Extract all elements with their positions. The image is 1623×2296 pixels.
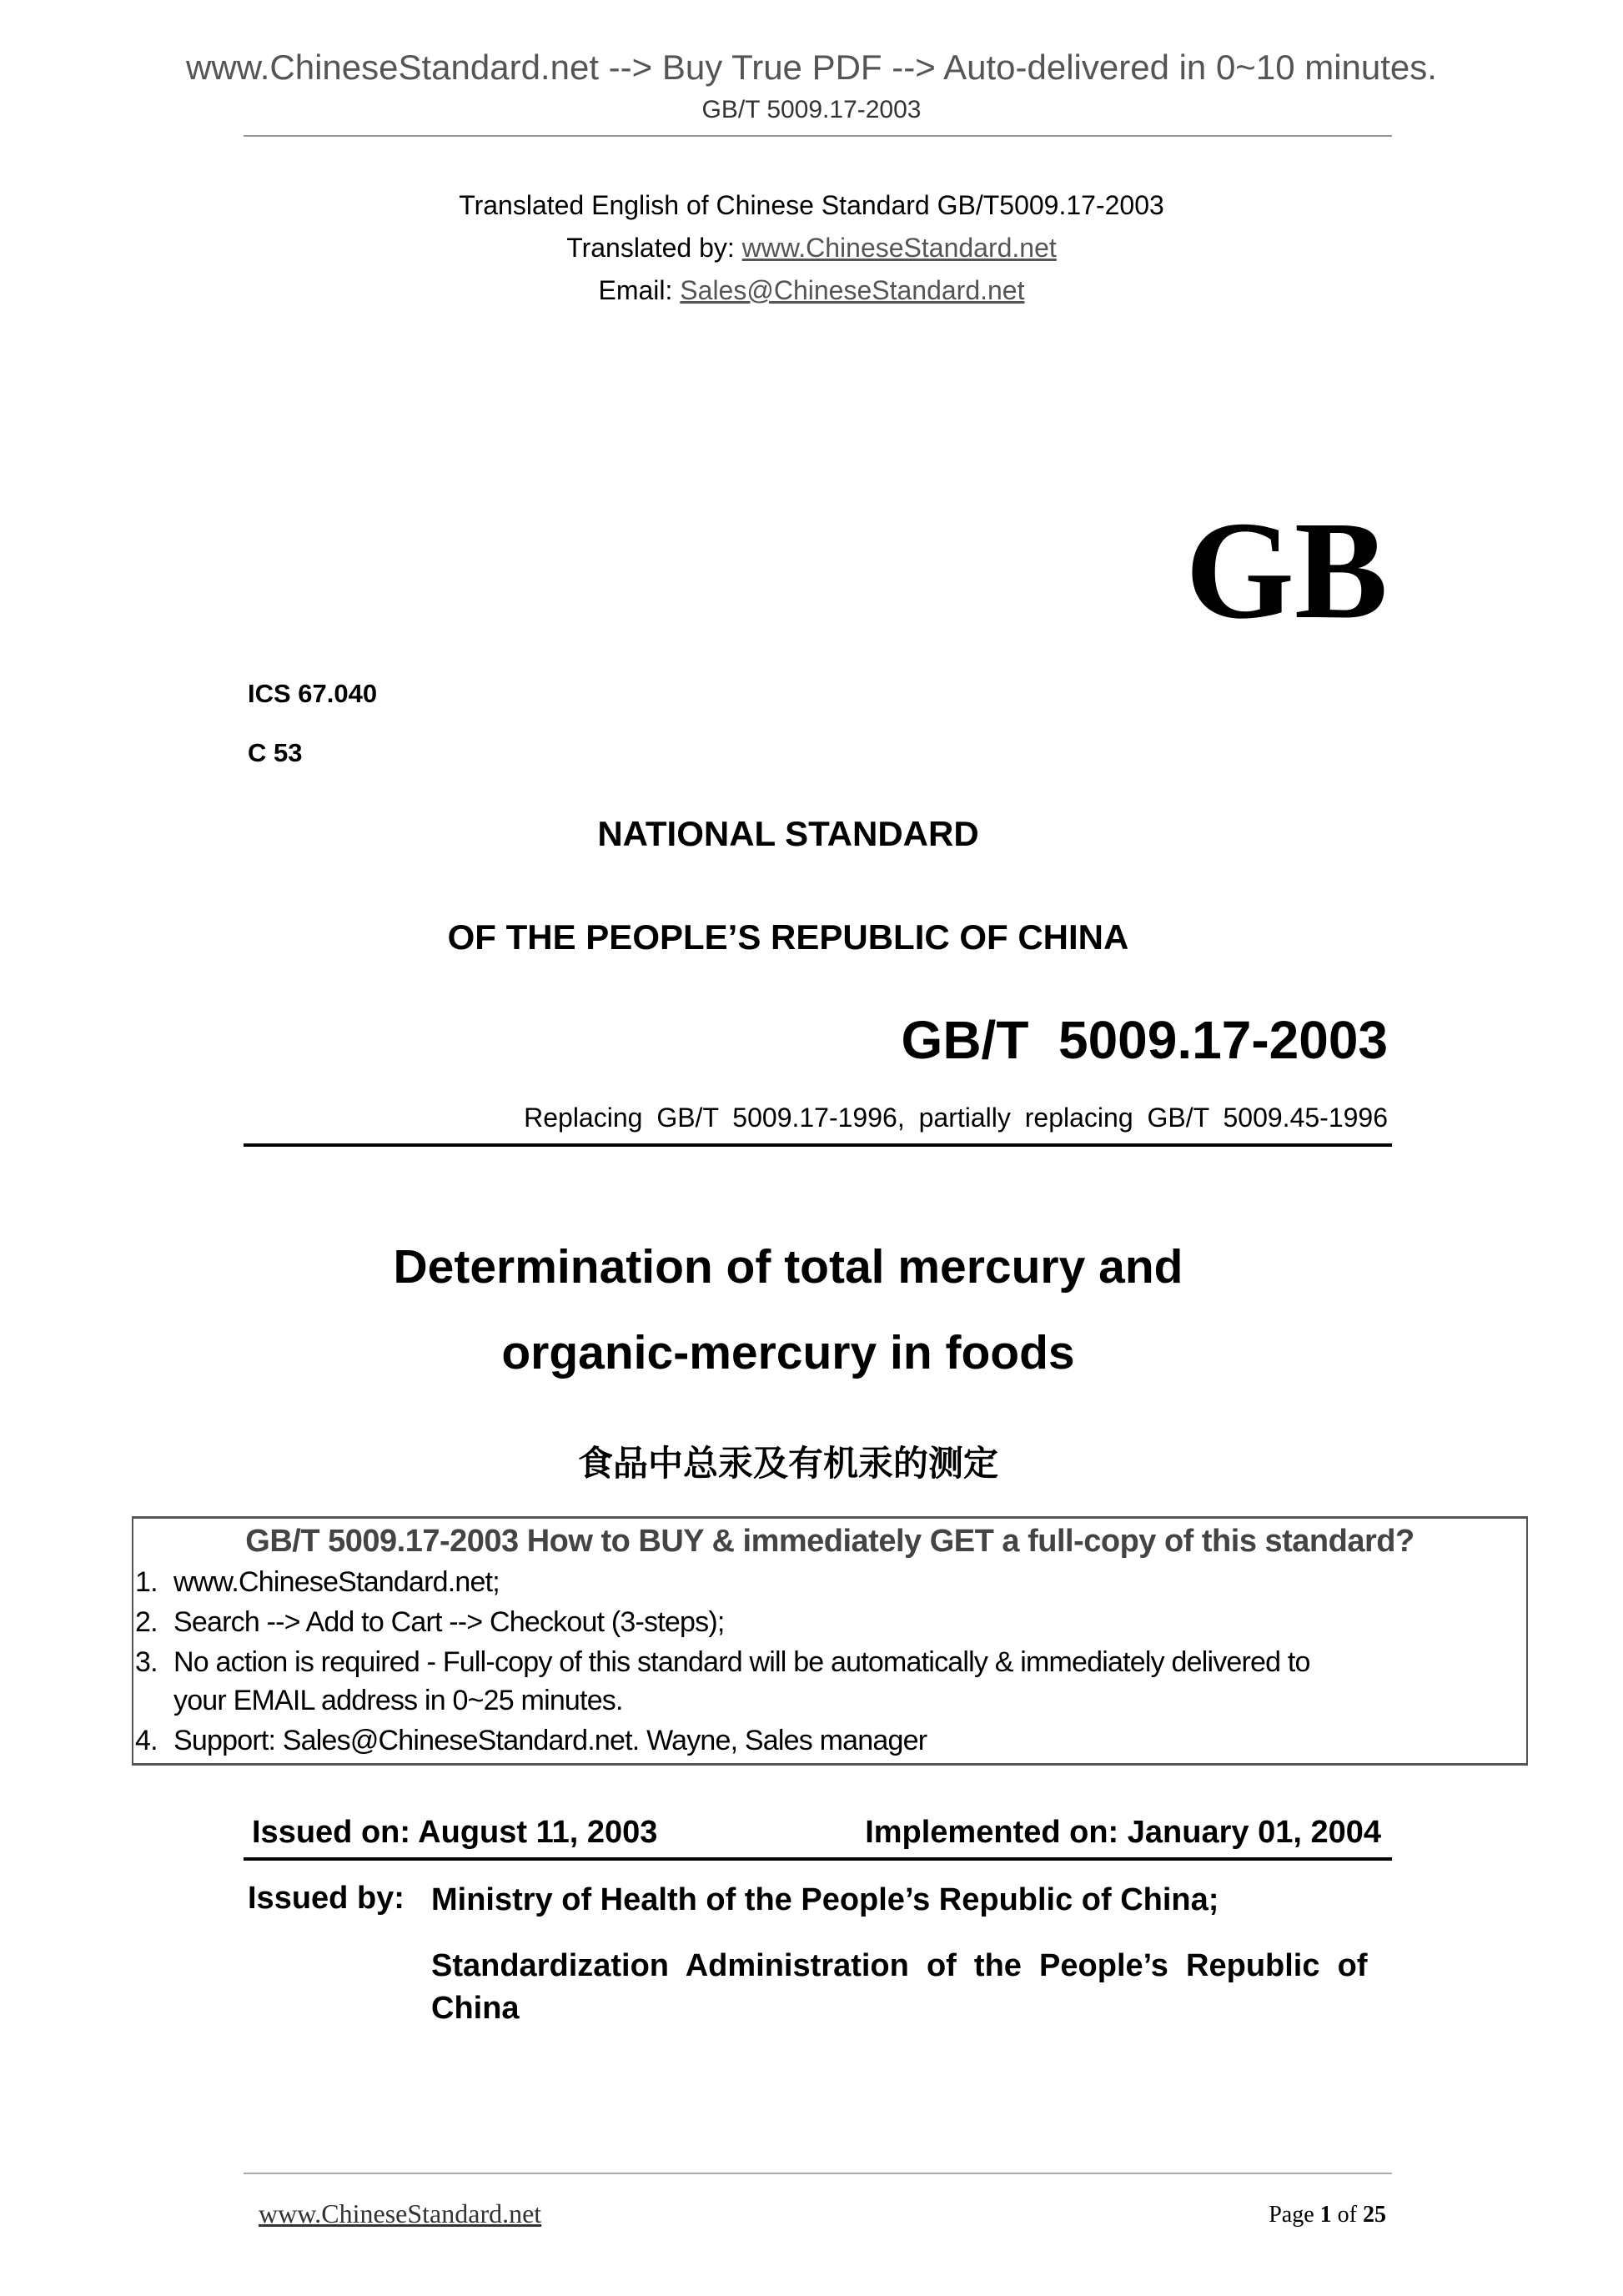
standard-number: GB/T 5009.17-2003 — [901, 1010, 1388, 1070]
chinese-title: 食品中总汞及有机汞的测定 — [577, 1444, 998, 1483]
doc-title-line2: organic-mercury in foods — [501, 1326, 1075, 1379]
page-total: 25 — [1363, 2202, 1386, 2228]
step-number: 2. — [135, 1606, 158, 1638]
page-label: Page — [1269, 2202, 1320, 2228]
ccs-code: C 53 — [248, 738, 303, 767]
email-label: Email: — [598, 275, 681, 305]
national-standard-heading: NATIONAL STANDARD — [597, 814, 979, 853]
prc-heading: OF THE PEOPLE’S REPUBLIC OF CHINA — [447, 917, 1129, 957]
website-link[interactable]: www.ChineseStandard.net — [741, 233, 1057, 263]
step-number: 4. — [135, 1725, 158, 1756]
email-line — [0, 275, 1623, 306]
translated-by — [0, 233, 1623, 264]
step-number: 1. — [135, 1566, 158, 1598]
buy-step — [135, 1605, 724, 1639]
step-text: Search --> Add to Cart --> Checkout (3-steps); — [173, 1606, 725, 1638]
of-label: of — [1331, 2202, 1363, 2228]
step-text: Support: Sales@ChineseStandard.net. Wayne, Sales manager — [173, 1725, 927, 1756]
issuer-sac-line2: China — [431, 1991, 520, 2026]
dates-divider — [244, 1857, 1392, 1861]
issuer-sac-line1: Standardization Administration of the People’s Republic of — [431, 1948, 1368, 1983]
buy-info-box — [132, 1516, 1528, 1766]
buy-step-continued — [135, 1684, 623, 1717]
issuer-ministry: Ministry of Health of the People’s Republic of China; — [431, 1882, 1219, 1917]
watermark-banner: www.ChineseStandard.net --> Buy True PDF --> Auto-delivered in 0~10 minutes. — [186, 48, 1437, 87]
page-number: 1 — [1319, 2202, 1332, 2228]
step-text: No action is required - Full-copy of this standard will be automatically & immediately delivered to — [173, 1646, 1310, 1678]
page-indicator — [1269, 2202, 1386, 2228]
header-divider — [244, 135, 1392, 137]
translated-by-label: Translated by: — [566, 233, 742, 263]
ics-code: ICS 67.040 — [248, 679, 378, 708]
step-text: your EMAIL address in 0~25 minutes. — [173, 1685, 623, 1716]
footer-divider — [244, 2173, 1392, 2174]
buy-step — [135, 1724, 927, 1757]
implemented-on-date: Implemented on: January 01, 2004 — [865, 1815, 1381, 1850]
doc-title-line1: Determination of total mercury and — [393, 1240, 1183, 1294]
running-title: GB/T 5009.17-2003 — [701, 96, 922, 123]
gb-logo: GB — [1185, 493, 1388, 648]
footer-website-link[interactable]: www.ChineseStandard.net — [259, 2198, 542, 2228]
step-number: 3. — [135, 1646, 158, 1678]
step-text: www.ChineseStandard.net; — [173, 1566, 500, 1598]
replacing-note: Replacing GB/T 5009.17-1996, partially replacing GB/T 5009.45-1996 — [524, 1103, 1388, 1133]
issued-on-date: Issued on: August 11, 2003 — [252, 1815, 658, 1850]
buy-step — [135, 1645, 1310, 1679]
translation-note: Translated English of Chinese Standard GB/T5009.17-2003 — [459, 190, 1164, 220]
email-link[interactable]: Sales@ChineseStandard.net — [680, 275, 1025, 305]
issued-by-label: Issued by: — [248, 1881, 404, 1916]
buy-step — [135, 1565, 500, 1599]
buy-box-heading: GB/T 5009.17-2003 How to BUY & immediately GET a full-copy of this standard? — [245, 1524, 1414, 1559]
title-divider — [244, 1143, 1392, 1147]
